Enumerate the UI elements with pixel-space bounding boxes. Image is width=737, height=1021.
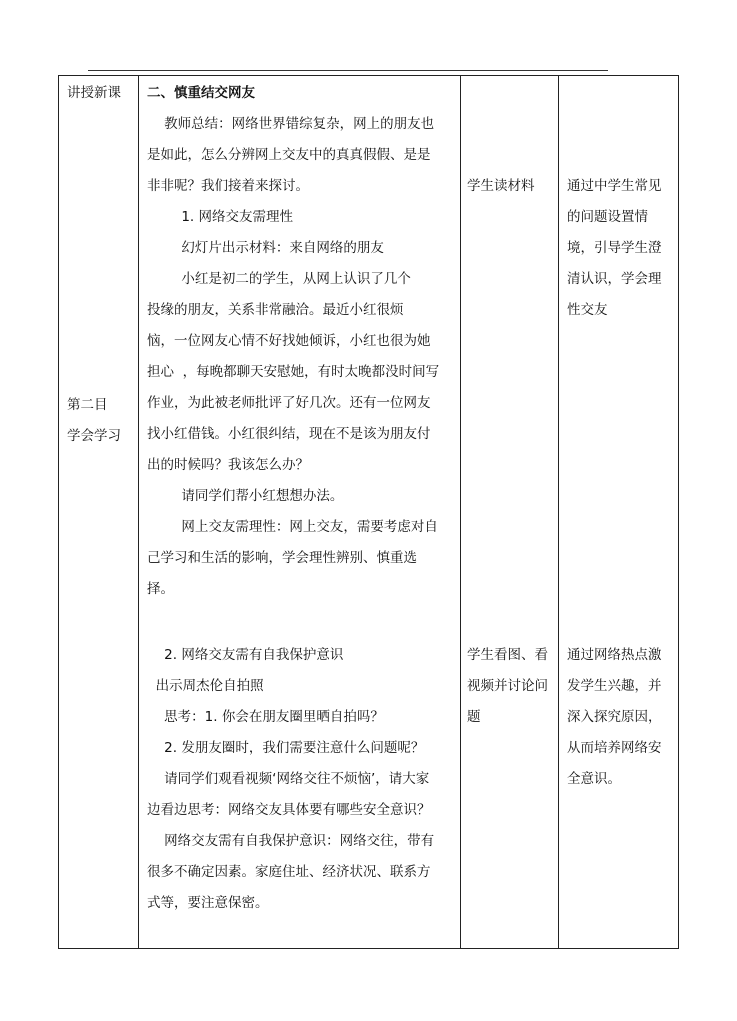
text-line: 视频并讨论问 bbox=[467, 678, 548, 694]
text-line: 的问题设置情 bbox=[567, 209, 648, 225]
text-line: 请同学们帮小红想想办法。 bbox=[147, 488, 344, 504]
text-line: 出的时候吗？我该怎么办？ bbox=[147, 457, 309, 473]
subsection-label-line2: 学会学习 bbox=[67, 428, 121, 444]
text-line: 思考：1. 你会在朋友圈里晒自拍吗？ bbox=[147, 709, 384, 725]
text-line: 通过中学生常见 bbox=[567, 178, 662, 194]
text-line: 是如此，怎么分辨网上交友中的真真假假、是是 bbox=[147, 147, 431, 163]
text-line: 发学生兴趣，并 bbox=[567, 678, 662, 694]
text-line: 请同学们观看视频‘网络交往不烦恼’，请大家 bbox=[147, 771, 430, 787]
text-line: 全意识。 bbox=[567, 771, 621, 787]
text-line: 清认识，学会理 bbox=[567, 271, 662, 287]
subsection-label-line1: 第二目 bbox=[67, 397, 108, 413]
text-line: 境，引导学生澄 bbox=[567, 240, 662, 256]
text-line: 通过网络热点激 bbox=[567, 647, 662, 663]
column-divider-1 bbox=[138, 76, 139, 948]
student-activity-1 bbox=[467, 171, 535, 202]
text-line: 式等，要注意保密。 bbox=[147, 895, 269, 911]
teacher-content-part2 bbox=[147, 640, 457, 919]
teacher-content-lines-1 bbox=[147, 109, 457, 605]
text-line: 幻灯片出示材料：来自网络的朋友 bbox=[147, 240, 384, 256]
text-line: 择。 bbox=[147, 581, 174, 597]
text-line: 担心 ，每晚都聊天安慰她，有时太晚都没时间写 bbox=[147, 364, 440, 380]
lesson-plan-table bbox=[58, 75, 679, 949]
text-line: 从而培养网络安 bbox=[567, 740, 662, 756]
text-line: 投缘的朋友，关系非常融洽。最近小红很烦 bbox=[147, 302, 404, 318]
text-line: 网上交友需理性：网上交友，需要考虑对自 bbox=[147, 519, 438, 535]
text-line: 找小红借钱。小红很纠结，现在不是该为朋友付 bbox=[147, 426, 431, 442]
text-line: 2. 网络交友需有自我保护意识 bbox=[147, 647, 344, 663]
text-line: 1. 网络交友需理性 bbox=[147, 209, 294, 225]
column-divider-2 bbox=[460, 76, 461, 948]
text-line: 学生看图、看 bbox=[467, 647, 548, 663]
text-line: 2. 发朋友圈时，我们需要注意什么问题呢？ bbox=[147, 740, 425, 756]
text-line: 很多不确定因素。家庭住址、经济状况、联系方 bbox=[147, 864, 431, 880]
text-line: 学生读材料 bbox=[467, 178, 535, 194]
text-line: 恼，一位网友心情不好找她倾诉，小红也很为她 bbox=[147, 333, 431, 349]
text-line: 性交友 bbox=[567, 302, 608, 318]
text-line: 边看边思考：网络交友具体要有哪些安全意识？ bbox=[147, 802, 431, 818]
section-heading: 二、慎重结交网友 bbox=[147, 85, 255, 101]
text-line: 题 bbox=[467, 709, 481, 725]
text-line: 出示周杰伦自拍照 bbox=[147, 678, 264, 694]
design-intent-1 bbox=[567, 171, 662, 326]
text-line: 深入探究原因， bbox=[567, 709, 662, 725]
text-line: 小红是初二的学生，从网上认识了几个 bbox=[147, 271, 411, 287]
text-line: 非非呢？我们接着来探讨。 bbox=[147, 178, 309, 194]
text-line: 作业，为此被老师批评了好几次。还有一位网友 bbox=[147, 395, 431, 411]
text-line: 网络交友需有自我保护意识：网络交往，带有 bbox=[147, 833, 435, 849]
teacher-content-lines-2 bbox=[147, 640, 457, 919]
column-divider-3 bbox=[558, 76, 559, 948]
design-intent-2 bbox=[567, 640, 662, 795]
header-rule bbox=[88, 70, 608, 71]
text-line: 己学习和生活的影响，学会理性辨别、慎重选 bbox=[147, 550, 417, 566]
student-activity-2 bbox=[467, 640, 548, 733]
section-label: 讲授新课 bbox=[67, 85, 121, 101]
text-line: 教师总结：网络世界错综复杂，网上的朋友也 bbox=[147, 116, 435, 132]
teacher-content-part1 bbox=[147, 78, 457, 605]
